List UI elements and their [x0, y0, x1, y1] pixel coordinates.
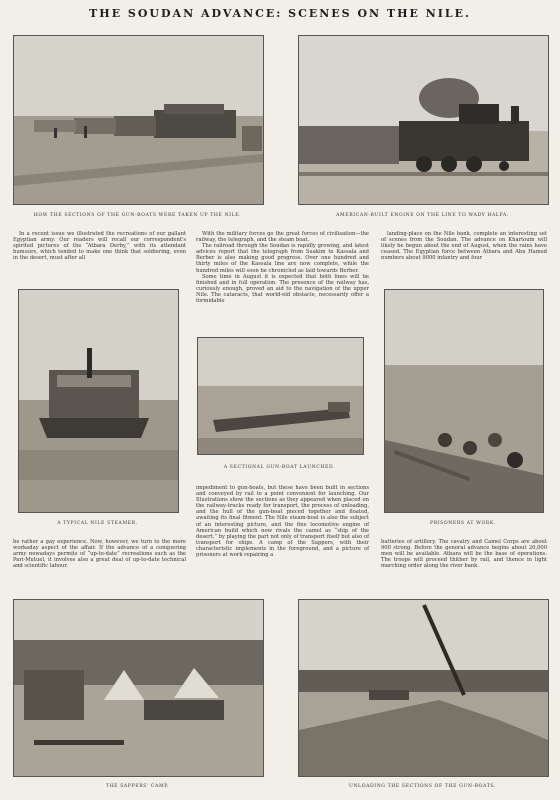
paragraph: With the military forces go the great forces of civilisation—the railway, the telegraph, and the steam boat. [196, 231, 369, 244]
page-title: THE SOUDAN ADVANCE: SCENES ON THE NILE. [89, 7, 471, 20]
text-col2-top [196, 231, 369, 304]
caption-sappers-camp: THE SAPPERS' CAMP. [105, 784, 170, 789]
paragraph: Some time in August it is expected that both lines will be finished and in full operation. The presence of the railway has, curiously enough, proved an aid to the navigation of the upper Nile. The cataracts, that world-old obstacle, necessarily offer a formidable [196, 273, 369, 305]
caption-gunboat-launched: A SECTIONAL GUN-BOAT LAUNCHED. [223, 465, 336, 470]
text-col2-bottom [196, 485, 369, 558]
caption-unloading-sections: UNLOADING THE SECTIONS OF THE GUN-BOATS. [348, 784, 497, 789]
caption-gunboat-sections: HOW THE SECTIONS OF THE GUN-BOATS WERE TAKEN UP THE NILE. [33, 213, 242, 218]
paragraph: landing-place on the Nile bank, complete an interesting set of scenes from the Soudan. The advance on Khartoum will likely be begun about the end of August, when the rains have ceased. The Egyptian force between Atbara and Abu Hamed numbers about 9000 infantry and four [381, 231, 547, 262]
caption-prisoners-at-work: PRISONERS AT WORK. [430, 521, 496, 526]
photo-gunboat-launched [197, 337, 364, 455]
photo-gunboat-sections [13, 35, 264, 205]
paragraph: In a recent issue we illustrated the recreations of our gallant Egyptian army. Our readers will recall our correspondent's spirited pictures of the “Atbara Derby,” with its attendant humours, which tended to make one think that soldiering, even in the desert, must after all [13, 231, 186, 262]
photo-prisoners-at-work [384, 289, 544, 513]
photo-nile-steamer [18, 289, 179, 513]
text-col1-top [13, 231, 186, 261]
text-col1-bottom [13, 539, 186, 569]
paragraph: be rather a gay experience. Now, however, we turn to the more workaday aspect of the affair. If the advance of a conquering army nowadays permits of “up-to-date” recreations such as the Pari-Mutuel, it involves also a great deal of up-to-date technical and scientific labour. [13, 539, 186, 570]
photo-american-engine [298, 35, 549, 205]
caption-american-engine: AMERICAN-BUILT ENGINE ON THE LINE TO WADY HALFA. [336, 213, 509, 218]
text-col3-bottom [381, 539, 547, 569]
paragraph: batteries of artillery. The cavalry and Camel Corps are about 900 strong. Before the general advance begins about 20,000 men will be available. Atbara will be the base of operations. The troops will proceed thither by rail, and thence in light marching order along the river bank. [381, 539, 547, 570]
photo-unloading-sections [298, 599, 549, 777]
photo-sappers-camp [13, 599, 264, 777]
paragraph: The railroad through the Soudan is rapidly growing, and latest advices report that the telegraph from Suakim to Kassala and Berber is also making good progress. Over one hundred and thirty miles of the Kassala line are now complete, while the hundred miles will soon be chronicled as laid towards Berber. [196, 243, 369, 274]
caption-nile-steamer: A TYPICAL NILE STEAMER. [57, 521, 138, 526]
paragraph: impediment to gun-boats, but these have been built in sections and conveyed by rail to a point convenient for launching. Our Illustrations show the sections as they appeared when placed on the railway-trucks ready for transport, the process of unloading, and the hull of the gun-boat pieced together and floated, awaiting its final fitment. The Nile steam-boat is also the subject of an interesting picture, and the fine locomotive engine of American build which now rivals the camel as “ship of the desert,” by playing the part not only of transport itself but also of transport for ships. A camp of the Sappers, with their characteristic implements in the foreground, and a picture of prisoners at work repairing a [196, 485, 369, 559]
text-col3-top [381, 231, 547, 261]
